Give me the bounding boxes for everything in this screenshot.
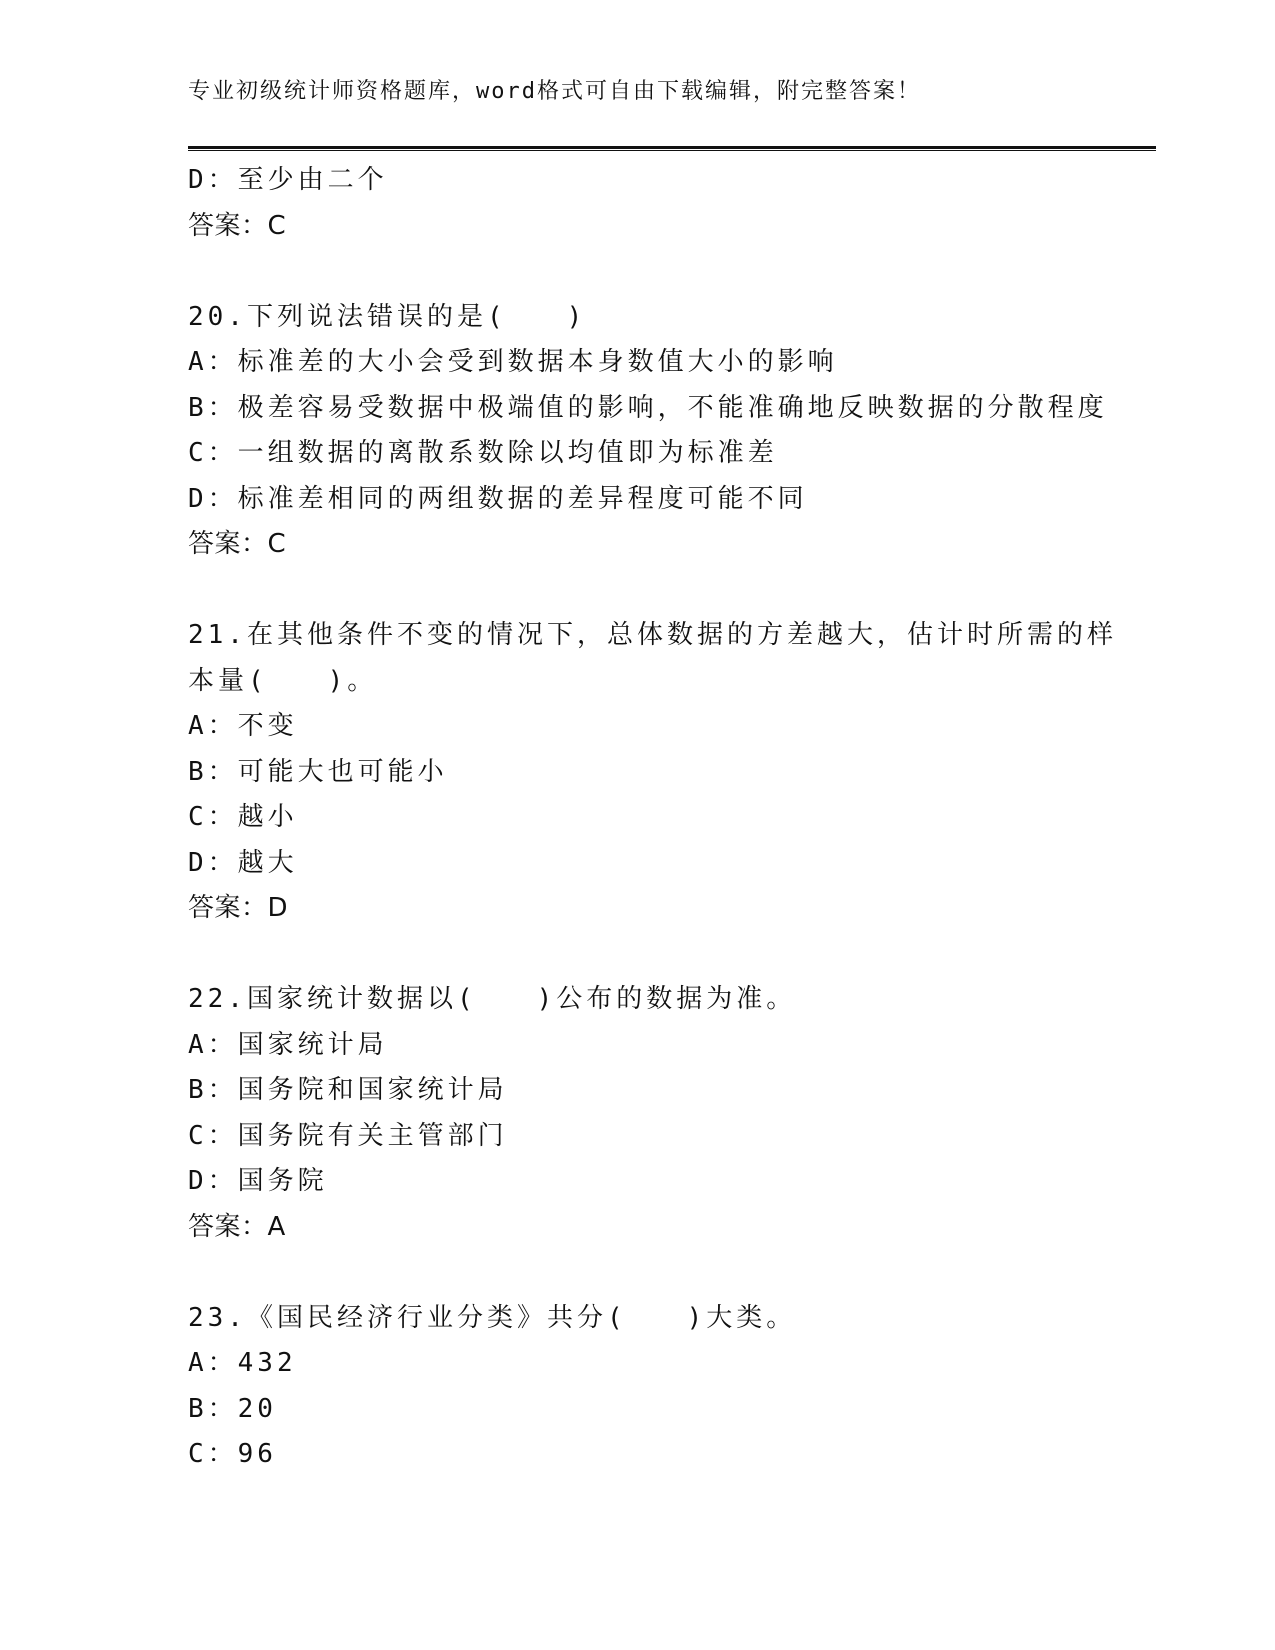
q20-option-a: A：标准差的大小会受到数据本身数值大小的影响: [188, 347, 838, 377]
q23-option-c: C：96: [188, 1439, 277, 1469]
q23-stem: 23.《国民经济行业分类》共分( )大类。: [188, 1302, 797, 1333]
q21-stem-line2: 本量( )。: [188, 665, 378, 696]
q21-option-b: B：可能大也可能小: [188, 756, 448, 787]
spacer: [188, 249, 1088, 295]
q21-option-d: D：越大: [188, 847, 298, 878]
q21-option-c: C：越小: [188, 802, 298, 832]
spacer: [188, 568, 1088, 614]
q20-option-b: B：极差容易受数据中极端值的影响，不能准确地反映数据的分散程度: [188, 392, 1108, 423]
page-header: 专业初级统计师资格题库，word格式可自由下载编辑，附完整答案！: [188, 79, 921, 104]
q21-stem-line1: 21.在其他条件不变的情况下，总体数据的方差越大，估计时所需的样: [188, 620, 1117, 650]
q22-option-b: B：国务院和国家统计局: [188, 1075, 508, 1105]
q20-answer: 答案：C: [188, 529, 287, 559]
q20-stem: 20.下列说法错误的是( ): [188, 301, 587, 332]
q21-answer: 答案：D: [188, 893, 289, 923]
header-divider: [188, 146, 1156, 151]
spacer: [188, 932, 1088, 978]
q23-option-a: A：432: [188, 1348, 297, 1378]
q20-option-c: C：一组数据的离散系数除以均值即为标准差: [188, 438, 778, 468]
q21-option-a: A：不变: [188, 711, 298, 741]
spacer: [188, 1250, 1088, 1296]
q22-option-d: D：国务院: [188, 1166, 328, 1196]
prev-option-d: D：至少由二个: [188, 165, 388, 195]
q20-option-d: D：标准差相同的两组数据的差异程度可能不同: [188, 483, 808, 514]
prev-answer: 答案：C: [188, 210, 287, 241]
q23-option-b: B：20: [188, 1393, 277, 1424]
question-list: [188, 158, 1117, 1478]
q22-answer: 答案：A: [188, 1211, 286, 1242]
q22-option-a: A：国家统计局: [188, 1029, 388, 1060]
q22-stem: 22.国家统计数据以( )公布的数据为准。: [188, 984, 797, 1014]
q22-option-c: C：国务院有关主管部门: [188, 1120, 508, 1151]
